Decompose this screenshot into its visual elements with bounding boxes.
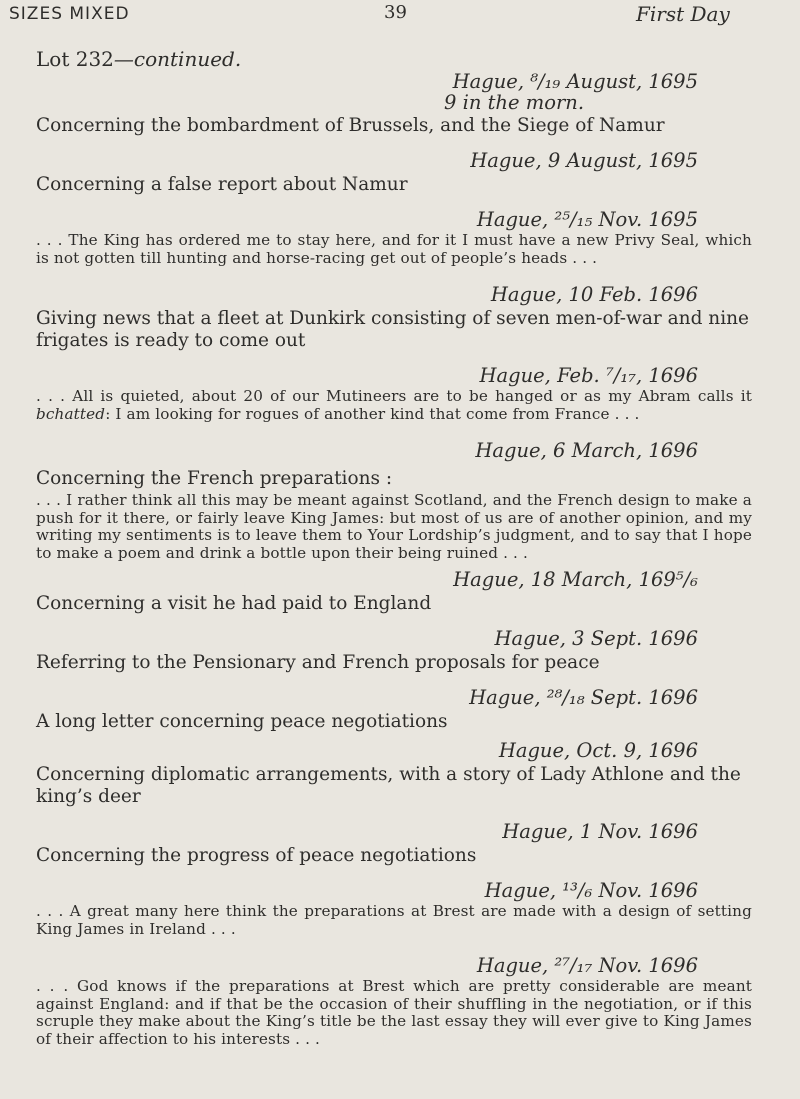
entry-6 [36,439,752,562]
quote-part: : I am looking for rogues of another kind that come from France . . . [105,404,640,423]
entry-summary: Concerning a false report about Namur [36,174,408,195]
page-number: 39 [384,2,407,23]
entry-summary: Concerning the progress of peace negotiations [36,845,477,866]
lot-heading [36,47,241,71]
entry-summary: Concerning diplomatic arrangements, with a story of Lady Athlone and the king’s deer [36,764,741,807]
entry-date: Hague, Oct. 9, 1696 [498,739,698,762]
entry-summary: Concerning the bombardment of Brussels, and the Siege of Namur [36,115,665,136]
entry-date: Hague, Feb. ⁷/₁₇, 1696 [479,364,698,387]
entry-date: Hague, ²⁵/₁₅ Nov. 1695 [476,208,698,231]
entry-date: Hague, 6 March, 1696 [475,439,698,462]
entry-summary: Concerning the French preparations : [36,468,393,489]
entry-quote: . . . God knows if the preparations at Brest which are pretty considerable are meant against England: and if that be the occasion of their shuffling in the negotiation, or if this scruple they make about the King’s title be the last essay they will ever give to King James of their affection to his interests . . . [36,977,752,1048]
entry-date: Hague, 10 Feb. 1696 [490,283,698,306]
entry-date: Hague, ²⁷/₁₇ Nov. 1696 [476,954,698,977]
entry-5 [36,364,752,423]
entry-1 [36,70,752,137]
entry-summary: Giving news that a fleet at Dunkirk consisting of seven men-of-war and nine frigates is ready to come out [36,308,749,351]
entry-date: Hague, 9 August, 1695 [470,149,698,172]
entry-date: Hague, 1 Nov. 1696 [502,820,698,843]
entry-10 [36,739,752,808]
entry-date: Hague, ⁸/₁₉ August, 1695 [452,70,698,93]
quote-part-italic: bchatted [36,404,106,423]
entry-date: Hague, 18 March, 169⁵/₆ [453,568,698,591]
entry-3 [36,208,752,267]
entry-8 [36,627,752,674]
entry-summary: Referring to the Pensionary and French proposals for peace [36,652,600,673]
quote-part: . . . All is quieted, about 20 of our Mutineers are to be hanged or as my Abram calls it [36,387,752,405]
entry-summary: A long letter concerning peace negotiations [36,711,448,732]
entry-7 [36,568,752,615]
entry-11 [36,820,752,867]
entry-2 [36,149,752,196]
entry-summary: Concerning a visit he had paid to England [36,593,432,614]
lot-continued: —continued. [113,47,242,71]
entry-quote: . . . The King has ordered me to stay here, and for it I must have a new Privy Seal, which is not gotten till hunting and horse-racing get out of people’s heads . . . [36,231,752,267]
letter-entries [36,70,752,1054]
entry-date-time: 9 in the morn. [444,91,585,114]
entry-13 [36,954,752,1048]
header-left: SIZES MIXED [9,4,130,24]
entry-date: Hague, ¹³/₆ Nov. 1696 [484,879,698,902]
entry-4 [36,283,752,352]
entry-date: Hague, ²⁸/₁₈ Sept. 1696 [469,686,698,709]
entry-date: Hague, 3 Sept. 1696 [494,627,698,650]
lot-number: Lot 232 [36,47,114,71]
entry-quote: . . . I rather think all this may be meant against Scotland, and the French design to make a push for it there, or fairly leave King James: but most of us are of another opinion, and my writing my sentiments is to leave them to Your Lordship’s judgment, and to say that I hope to make a poem and drink a bottle upon their being ruined . . . [36,491,752,562]
header-right: First Day [636,2,730,26]
entry-quote: . . . A great many here think the preparations at Brest are made with a design of setting King James in Ireland . . . [36,902,752,938]
entry-12 [36,879,752,938]
entry-quote [36,388,752,423]
running-header [0,2,800,26]
entry-9 [36,686,752,733]
